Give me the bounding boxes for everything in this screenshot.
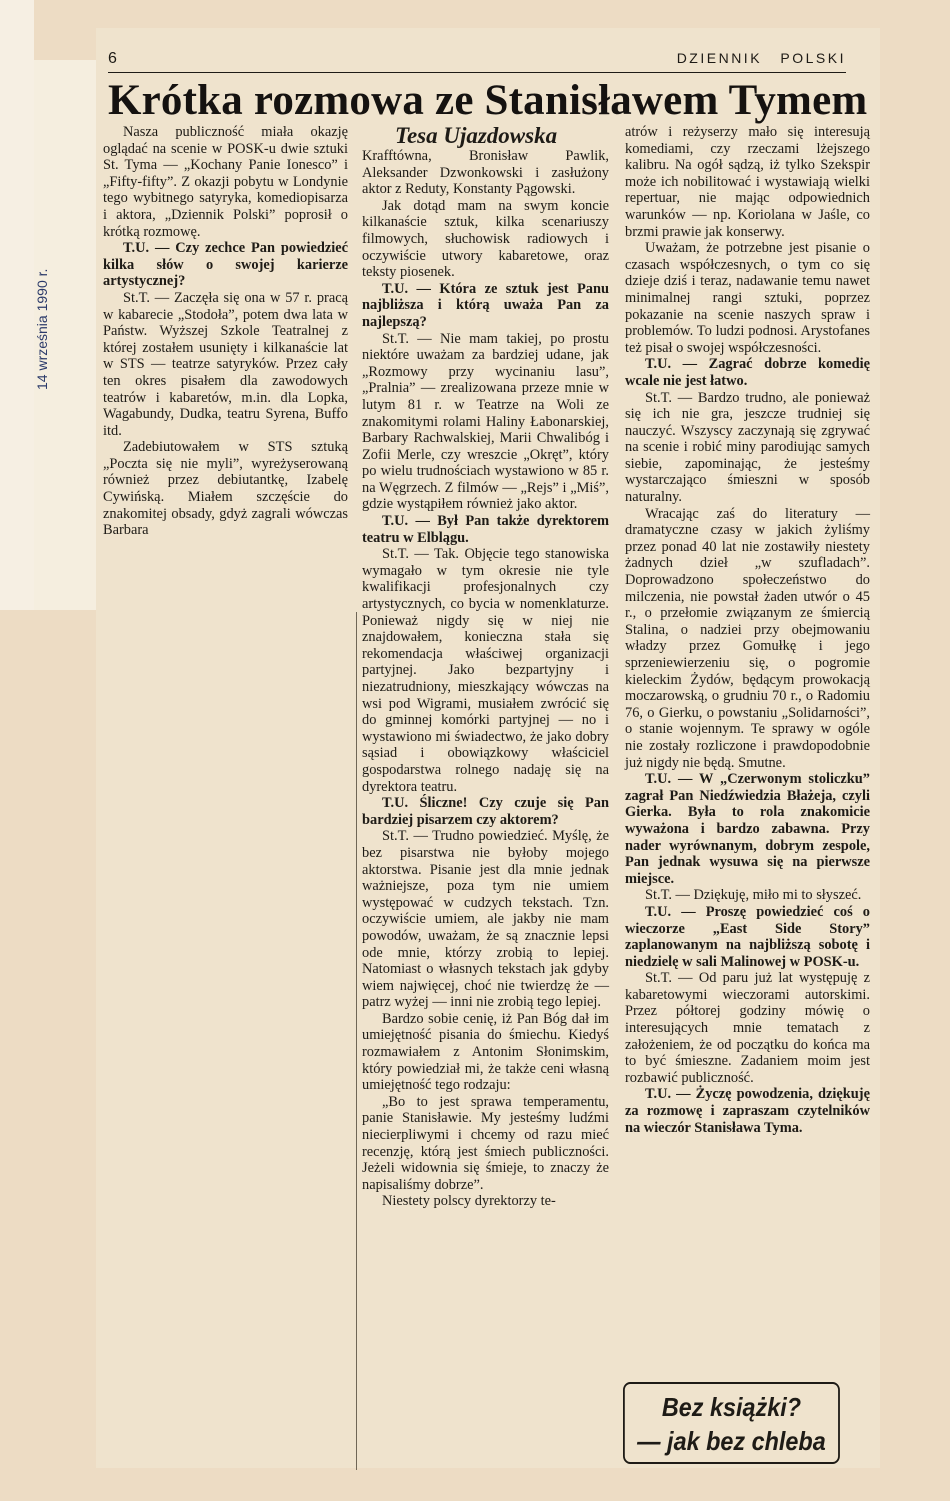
- advertisement-box: [623, 1382, 840, 1464]
- paragraph: Wracając zaś do literatury — dramatyczne czasy w jakich żyliśmy przez ponad 40 lat nie zostawiły niestety żadnych dzieł „w szufladach”. Doprowadzono społeczeństwo do milczenia, nie powstał żaden utwór o 45 r., o przełomie związanym ze śmiercią Stalina, o nadziei przy obejmowaniu władzy przez Gomułkę i jego sprzeniewierzeniu się, o pogromie kieleckim Żydów, będącym prowokacją moczarowską, o grudniu 70 r., o Radomiu 76, o Gierku, o powstaniu „Solidarności”, o stanie wojennym. Te sprawy w ogóle nie zostały rozliczone i prawdopodobnie już nigdy nie będą. Smutne.: [625, 505, 870, 771]
- ad-line-2: — jak bez chleba: [637, 1426, 826, 1456]
- question: T.U. — Zagrać dobrze komedię wcale nie jest łatwo.: [625, 356, 870, 389]
- paragraph: Niestety polscy dyrektorzy te-: [382, 1193, 556, 1210]
- paragraph: Zadebiutowałem w STS sztuką „Poczta się nie myli”, wyreżyserowaną również przez debiutantkę, Izabelę Cywińską. Miałem szczęście do znakomitej obsady, gdyż zagrali wówczas Barbara: [103, 439, 348, 539]
- date-stamp: 14 września 1990 r.: [34, 268, 50, 390]
- page-number: 6: [108, 50, 117, 67]
- article-headline: Krótka rozmowa ze Stanisławem Tymem: [108, 77, 868, 124]
- paragraph: St.T. — Nie mam takiej, po prostu niektóre uważam za bardziej udane, jak „Rozmowy przy wycinaniu lasu”, „Pralnia” — zrealizowana przeze mnie w lutym 81 r. w Teatrze na Woli ze znakomitymi rolami Haliny Łabonarskiej, Barbary Rachwalskiej, Marii Chwalibóg i Zofii Merle, czy wreszcie „Okręt”, który po wielu trudnościach wystawiono w 85 r. na Węgrzech. Z filmów — „Rejs” i „Miś”, gdzie wystąpiłem również jako aktor.: [362, 330, 609, 513]
- paragraph: St.T. — Dziękuję, miło mi to słyszeć.: [645, 887, 862, 904]
- article-column-3: [625, 124, 870, 1136]
- question: T.U. — Życzę powodzenia, dziękuję za rozmowę i zapraszam czytelników na wieczór Stanisława Tyma.: [625, 1086, 870, 1136]
- paragraph: St.T. — Bardzo trudno, ale ponieważ się ich nie gra, jeszcze trudniej się nauczyć. Wszyscy zaczynają się zgrywać na scenie i robić miny parodiując samych siebie, zapominając, że jesteśmy wystarczająco śmieszni w sposób naturalny.: [625, 389, 870, 506]
- paragraph: Uważam, że potrzebne jest pisanie o czasach współczesnych, o tym co się dzieje dziś i teraz, nadawanie temu nawet minimalnej rangi sztuki, poprzez pokazanie na scenie naszych spraw i problemów. To ludzi podnosi. Arystofanes też pisał o swojej współczesności.: [625, 240, 870, 356]
- paragraph: Krafftówna, Bronisław Pawlik, Aleksander Dzwonkowski i zasłużony aktor z Reduty, Konstanty Pągowski.: [362, 148, 609, 198]
- newspaper-name: DZIENNIK POLSKI: [676, 50, 846, 66]
- column-divider: [356, 612, 357, 1470]
- paragraph: „Bo to jest sprawa temperamentu, panie Stanisławie. My jesteśmy ludźmi niecierpliwymi i chcemy od razu mieć recenzję, którą jest śmiech publiczności. Jeżeli widownia się śmieje, to znaczy że napisaliśmy dobrze”.: [362, 1093, 609, 1193]
- paper-background-left-strip: [0, 0, 34, 610]
- page-header: [108, 44, 846, 73]
- article-column-1: [103, 124, 348, 539]
- paragraph: Nasza publiczność miała okazję oglądać na scenie w POSK-u dwie sztuki St. Tyma — „Kochany Panie Ionesco” i „Fifty-fifty”. Z okazji pobytu w Londynie tego wybitnego satyryka, komediopisarza i aktora, „Dziennik Polski” poprosił o krótką rozmowę.: [103, 124, 348, 240]
- question: T.U. — Która ze sztuk jest Panu najbliższa i którą uważa Pan za najlepszą?: [362, 280, 609, 330]
- ad-line-1: Bez książki?: [661, 1392, 802, 1422]
- question: T.U. — Czy zechce Pan powiedzieć kilka słów o swojej karierze artystycznej?: [103, 240, 348, 290]
- author-byline: Tesa Ujazdowska: [395, 123, 558, 148]
- paragraph: St.T. — Tak. Objęcie tego stanowiska wymagało w tym okresie nie tyle kwalifikacji profesjonalnych czy artystycznych, co bycia w nomenklaturze. Ponieważ nigdy się w niej nie znajdowałem, konieczna stała się rekomendacja właściwej organizacji partyjnej. Jako bezpartyjny i niezatrudniony, mieszkający wówczas na wsi pod Wigrami, musiałem zwrócić się do gminnej komórki partyjnej — no i wystawiono mi świadectwo, że jako dobry sąsiad i obowiązkowy właściciel gospodarstwa rolnego nadaję się na dyrektora teatru.: [362, 546, 609, 795]
- question: T.U. — Był Pan także dyrektorem teatru w Elblągu.: [362, 513, 609, 546]
- article-column-2: [362, 148, 609, 1210]
- paragraph: atrów i reżyserzy mało się interesują komediami, czy rzeczami lżejszego kalibru. Na ogół sądzą, iż tylko Szekspir może ich nobilitować i wystawiają wielki repertuar, nie mając odpowiednich warunków — np. Koriolana w Jaśle, co brzmi prawie jak konserwy.: [625, 124, 870, 240]
- question: T.U. — Proszę powiedzieć coś o wieczorze „East Side Story” zaplanowanym na najbliższą sobotę i niedzielę w sali Malinowej w POSK-u.: [625, 903, 870, 970]
- paragraph: Jak dotąd mam na swym koncie kilkanaście sztuk, kilka scenariuszy filmowych, słuchowisk radiowych i oczywiście utwory kabaretowe, oraz teksty piosenek.: [362, 197, 609, 281]
- question: T.U. — W „Czerwonym stoliczku” zagrał Pan Niedźwiedzia Błażeja, czyli Gierka. Była to rola znakomicie wyważona i bardzo zabawna. Przy nader wyrównanym, dobrym zespole, Pan jednak wysuwa się na pierwsze miejsce.: [625, 771, 870, 887]
- paragraph: St.T. — Od paru już lat występuję z kabaretowymi wieczorami autorskimi. Przez półtorej godziny mówię o interesujących mnie tematach z założeniem, że od początku do końca ma to być śmieszne. Zadaniem moim jest rozbawić publiczność.: [625, 970, 870, 1086]
- paragraph: St.T. — Trudno powiedzieć. Myślę, że bez pisarstwa nie byłoby mojego aktorstwa. Pisanie jest dla mnie jednak ważniejsze, poza tym nie umiem występować w cudzych tekstach. Tzn. oczywiście umiem, ale jakby nie mam powodów, uważam, że są znacznie lepsi ode mnie, którzy zrobią to lepiej. Natomiast o własnych tekstach jak gdyby wiem najwięcej, choć nie twierdzę że — patrz wyżej — inni nie zrobią tego lepiej.: [362, 828, 609, 1011]
- paragraph: St.T. — Zaczęła się ona w 57 r. pracą w kabarecie „Stodoła”, potem dwa lata w Państw. Wyższej Szkole Teatralnej z której zostałem usunięty i kilkanaście lat w STS — teatrze satyryków. Przez cały ten okres pisałem dla zawodowych teatrów i kabaretów, m.in. dla Lopka, Wagabundy, Dudka, teatru Syrena, Buffo itd.: [103, 289, 348, 439]
- paragraph: Bardzo sobie cenię, iż Pan Bóg dał im umiejętność pisania do śmiechu. Kiedyś rozmawiałem z Antonim Słonimskim, który powiedział mi, że także ceni własną umiejętność tego rodzaju:: [362, 1010, 609, 1094]
- question: T.U. Śliczne! Czy czuje się Pan bardziej pisarzem czy aktorem?: [362, 795, 609, 828]
